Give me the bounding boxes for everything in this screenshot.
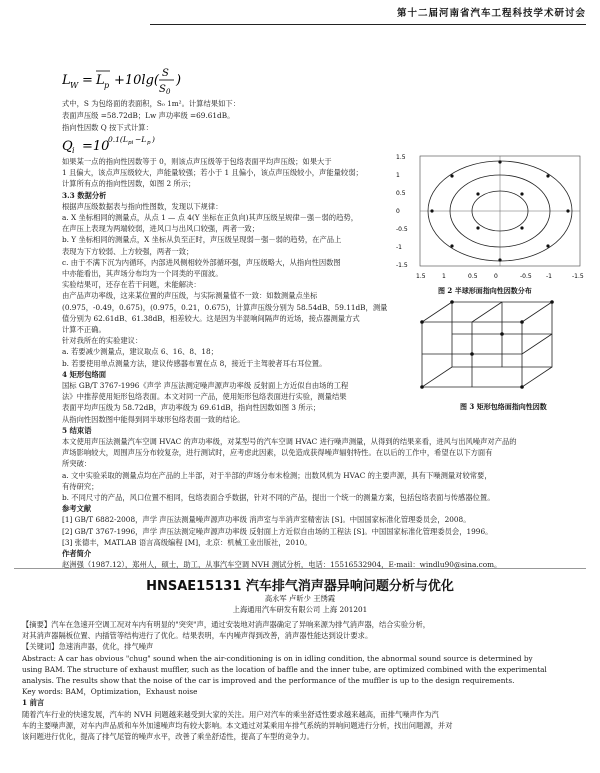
fig3-point [520,385,524,389]
formula-qi-svg [62,132,182,156]
fig2-axes [396,154,584,280]
body-text-line: 实验结果可，还存在若干问题，未能解决： [62,280,201,290]
fig2-point [546,174,549,177]
paper2-authors: 高永军 卢昕少 王绣霞 [264,594,336,603]
body-text-line: 计算不正确。 [62,325,106,334]
paper2-text-line: analysis. The results show that the noise of the car is improved and the performance of the muffler is up to the design requirements. [22,676,515,685]
fig2-xtick: 1 [442,273,446,280]
fig2-ytick: -1 [396,244,402,251]
body-text-line: a. X 坐标相同的测量点，从点 1 — 点 4(Y 坐标在正负向)其声压级呈规律－强－弱的趋势， [62,213,358,222]
fig3-points [420,300,554,389]
paper2-text-line: 该问题进行优化，提高了排气尾管的噪声水平，改善了乘坐舒适性，提高了车型的竞争力。 [22,732,314,741]
body-text-line: 赵洲强（1987.12），郑州人，硕士，助工，从事汽车空调 NVH 测试分析，电话：15516532904，E-mail：windlu90@sina.com。 [62,560,502,570]
fig2-xtick: 1.5 [416,273,426,280]
fig2-point [546,244,549,247]
fig2-point [520,192,523,195]
body-text-line: c. 由于不满下沉为内循环，内部进风侧相较外部循环强，声压级略大，从指向性因数图 [62,257,341,267]
fig3-point [520,320,524,324]
paper2-text-line: 【关键词】急速消声器，优化，排气噪声 [22,642,154,652]
fig2-point [498,258,501,261]
fig3-point [470,352,474,356]
fig2-ytick: 0 [396,208,400,215]
text-line: 指向性因数 Q 按下式计算： [62,123,153,132]
body-text-line: [2] GB/T 3767-1996，声学 声压法测定噪声源声功率级 反射面上方近似自由场的工程法 [S]。中国国家标准化管理委员会，1996。 [62,526,493,536]
fig3-point [420,320,424,324]
fig2-point [450,244,453,247]
body-text-line: b. 若要使用单点测量方法，建议传感器布置在点 8，接近于主驾驶者耳右耳位置。 [62,358,327,368]
fig2-ytick: 1 [396,172,400,179]
body-text-line: 3.3 数据分析 [62,190,107,200]
fig2-xtick: 0 [494,273,498,280]
svg-text:p: p [104,81,110,90]
paper2-text-line: using BAM. The structure of exhaust muffler, such as the location of baffle and the inner tube, are optimized combined with the experimental [22,664,547,674]
fig3-point [420,385,424,389]
body-text-line: [1] GB/T 6882-2008，声学 声压法测量噪声源声功率级 消声室与半消声室精密法 [S]。中国国家标准化管理委员会，2008。 [62,515,471,525]
body-text-line: 从指向性因数图中能得到同半球形包络表面一致的结论。 [62,414,245,424]
svg-text:i: i [72,146,75,155]
fig2-point [450,174,453,177]
body-text-line: 声场影响较大，周围声压分布较复杂，进行测试时，应考虑此因素，以免造成获得噪声辐射特性。在以后的工作中，希望在以下方面有 [62,448,493,458]
body-text-line: 在声压上表现为两端较弱，进风口与出风口较强，两者一致； [62,224,260,234]
body-text-line: 所突破： [62,459,92,469]
svg-text:W: W [70,81,79,90]
svg-text:=: = [82,73,93,88]
fig3-point [500,332,504,336]
svg-text:Q: Q [62,139,73,154]
svg-text:p: p [147,140,151,146]
paper2-text-line: 车的主要噪声源，对车内声品质和车外加速噪声均有较大影响。本文通过对某乘用车排气系统的异响问题进行分析，找出问题源，并对 [22,720,453,730]
fig2-ytick: -1.5 [396,262,408,269]
svg-text:pi: pi [128,140,134,146]
figure-3-box-plot [392,292,592,402]
body-text-line: 参考文献 [62,504,92,514]
body-text-line: b. Y 坐标相同的测量点，X 坐标从负至正时，声压级呈现弱－强－弱的趋势，在产品上 [62,235,342,245]
running-header: 第十二届河南省汽车工程科技学术研讨会 [150,4,586,25]
fig2-point [498,160,501,163]
paper2-text-line: 1 前言 [22,698,45,708]
body-text-line: 中亦能看出，其声场分布均为一个同类的平面波。 [62,269,223,278]
paper2-text-line: 对其消声器隔板位置、内插管等结构进行了优化。结果表明，车内噪声得到改善，消声器性能达到设计要求。 [22,631,373,641]
svg-text:−L: −L [135,135,147,144]
fig2-xtick: 0.5 [468,273,478,280]
svg-text:L: L [62,73,71,88]
body-text-line: [3] 张德丰，MATLAB 语言高级编程 [M]，北京：机械工业出版社，2010。 [62,537,312,547]
formula-lw-svg [62,62,192,96]
body-text-line: 作者简介 [62,549,92,558]
fig2-ytick: 1.5 [396,154,406,161]
body-text-line: 4 矩形包络面 [62,369,107,379]
body-text-line: 5 结束语 [62,425,92,435]
paper2-text-line: 【摘要】汽车在急速开空调工况对车内有明显的"突突"声，通过安装地对消声器确定了异响来源为排气消声器，结合实验分析， [22,620,431,629]
body-text-line: 表现为下方较弱、上方较强，两者一致； [62,246,194,256]
fig2-xtick: -1 [546,273,552,280]
body-text-line: 由产品声功率级，这来某位置的声压级，与实际测量值不一致：如数测量点坐标 [62,291,318,301]
fig2-xtick: -0.5 [520,273,532,280]
formula-lw [62,62,192,100]
fig2-point [430,209,433,212]
body-text-line: 本文使用声压法测量汽车空调 HVAC 的声功率级，对某型号的汽车空调 HVAC 进行噪声测量，从得到的结果来看，进风与出风噪声对产品的 [62,437,517,446]
fig2-point [520,226,523,229]
svg-text:+10lg(: +10lg( [114,73,159,88]
body-text-line: 1 且偏大，该点声压级较大，声能量较强；若小于 1 且偏小，该点声压级较小，声能量较弱； [62,168,363,178]
body-text-line: a. 文中实验采取的测量点均在产品的上半部，对于半部的声场分布未检测；出数风机为 HVAC 的主要声源，具有下噪测量对较常要， [62,470,492,480]
paper2-text-line: 随着汽车行业的快速发展，汽车的 NVH 问题越来越受到大家的关注。用户对汽车的乘坐舒适性要求越来越高，而排气噪声作为汽 [22,709,439,719]
fig2-ytick: 0.5 [396,190,406,197]
body-text-line: 针对我所在的实验建议： [62,336,143,346]
body-text-line: b. 不同尺寸的产品，风口位置不相同，包络表面合乎数据，针对不同的产品，提出一个统一的测量方案，包括包络表面与传感器位置。 [62,493,495,502]
paper2-text-line: Abstract: A car has obvious "chug" sound when the air-conditioning is on in idling condition, the abnormal sound source is determined by [22,653,533,663]
body-text-line: 如果某一点的指向性因数等于 0，则该点声压级等于包络表面平均声压级；如果大于 [62,157,332,166]
body-text-line: (0.975，-0.49，0.675)，(0.975，0.21，0.675)，计算声压级分别为 58.54dB、59.11dB，测量 [62,302,388,312]
fig2-ytick: -0.5 [396,226,408,233]
paper2-affiliation: 上海通用汽车研发有限公司 上海 201201 [232,605,368,614]
body-text-line: 有待研究； [62,481,99,491]
text-line: 表面声压级 =58.72dB；Lw 声功率级 =69.61dB。 [62,111,235,120]
svg-text:): ) [176,73,182,88]
fig2-xtick: -1.5 [572,273,584,280]
text-line: 式中，S 为包络面的表面积，S₀ 1m²。计算结果如下： [62,99,240,108]
svg-text:0.1(L: 0.1(L [108,135,128,144]
body-text-line: 法》中推荐使用矩形包络表面。本文对同一产品，使用矩形包络表面进行实验，测量结果 [62,392,347,402]
svg-text:=10: =10 [82,139,110,154]
fig2-point [476,226,479,229]
body-text-line: a. 若要减少测量点，建议取点 6、16、8、18； [62,347,218,357]
svg-text:S: S [162,68,169,79]
body-text-line: 计算所有点的指向性因数，如图 2 所示； [62,179,196,189]
body-text-line: 国标 GB/T 3767-1996《声学 声压法测定噪声源声功率级 反射面上方近似自由场的工程 [62,381,349,390]
body-text-line: 值分别为 62.61dB、61.38dB，相差较大。这是因为半混响间隔声的近场，接点器测量方式 [62,313,360,323]
body-text-line: 表面平均声压级为 58.72dB，声功率级为 69.61dB，指向性因数如图 3 所示； [62,403,321,413]
fig3-point [450,300,454,304]
svg-text:0: 0 [166,88,171,96]
svg-text:): ) [152,135,155,144]
fig2-point [476,192,479,195]
paper2-title: HNSAE15131 汽车排气消声器异响问题分析与优化 [146,579,454,594]
svg-text:L: L [96,73,105,88]
fig3-box [422,302,552,387]
fig2-point [566,209,569,212]
paper2-text-line: Key words: BAM，Optimization，Exhaust noise [22,687,198,697]
svg-text:S: S [159,84,166,95]
figure-2-directivity-plot [392,148,592,288]
figure-3-caption: 图 3 矩形包络面指向性因数 [460,402,547,411]
fig3-point [550,300,554,304]
body-text-line: 根据声压级数据表与指向性图数，发现以下规律： [62,201,223,211]
figure-2-caption: 图 2 半球形面指向性因数分布 [438,286,532,295]
